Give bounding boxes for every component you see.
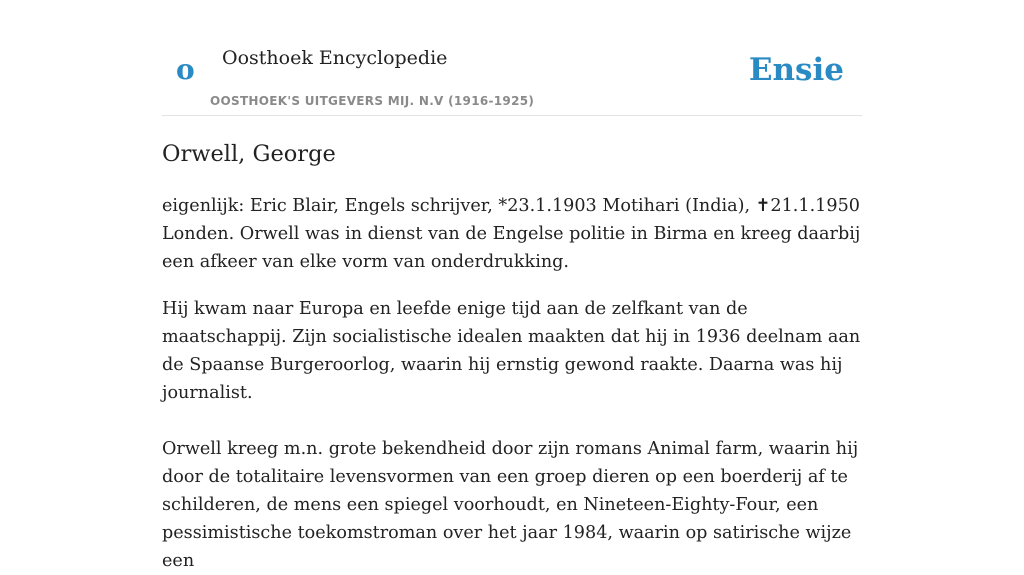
article-paragraph: Orwell kreeg m.n. grote bekendheid door zijn romans Animal farm, waarin hij door de totalitaire levensvormen van een groep dieren op een boerderij af te schilderen, de mens een spiegel voorhoudt, en Nineteen-Eighty-Four, een pessimistische toekomstroman over het jaar 1984, waarin op satirische wijze een	[162, 439, 859, 571]
logo-mark[interactable]: o	[176, 53, 195, 86]
article-body	[162, 138, 862, 575]
article-paragraph: eigenlijk: Eric Blair, Engels schrijver, *23.1.1903 Motihari (India), ✝21.1.1950 Londen. Orwell was in dienst van de Engelse politie in Birma en kreeg daarbij een afkeer van elke vorm van onderdrukking.	[162, 196, 861, 272]
site-title[interactable]: Oosthoek Encyclopedie	[222, 47, 448, 69]
article-title: Orwell, George	[162, 141, 336, 167]
publisher-label: OOSTHOEK'S UITGEVERS MIJ. N.V (1916-1925)	[210, 94, 535, 108]
article-paragraph: Hij kwam naar Europa en leefde enige tijd aan de zelfkant van de maatschappij. Zijn socialistische idealen maakten dat hij in 1936 deelnam aan de Spaanse Burgeroorlog, waarin hij ernstig gewond raakte. Daarna was hij journalist.	[162, 299, 861, 403]
brand-logo-link[interactable]: Ensie	[748, 52, 844, 88]
site-header	[162, 0, 862, 116]
